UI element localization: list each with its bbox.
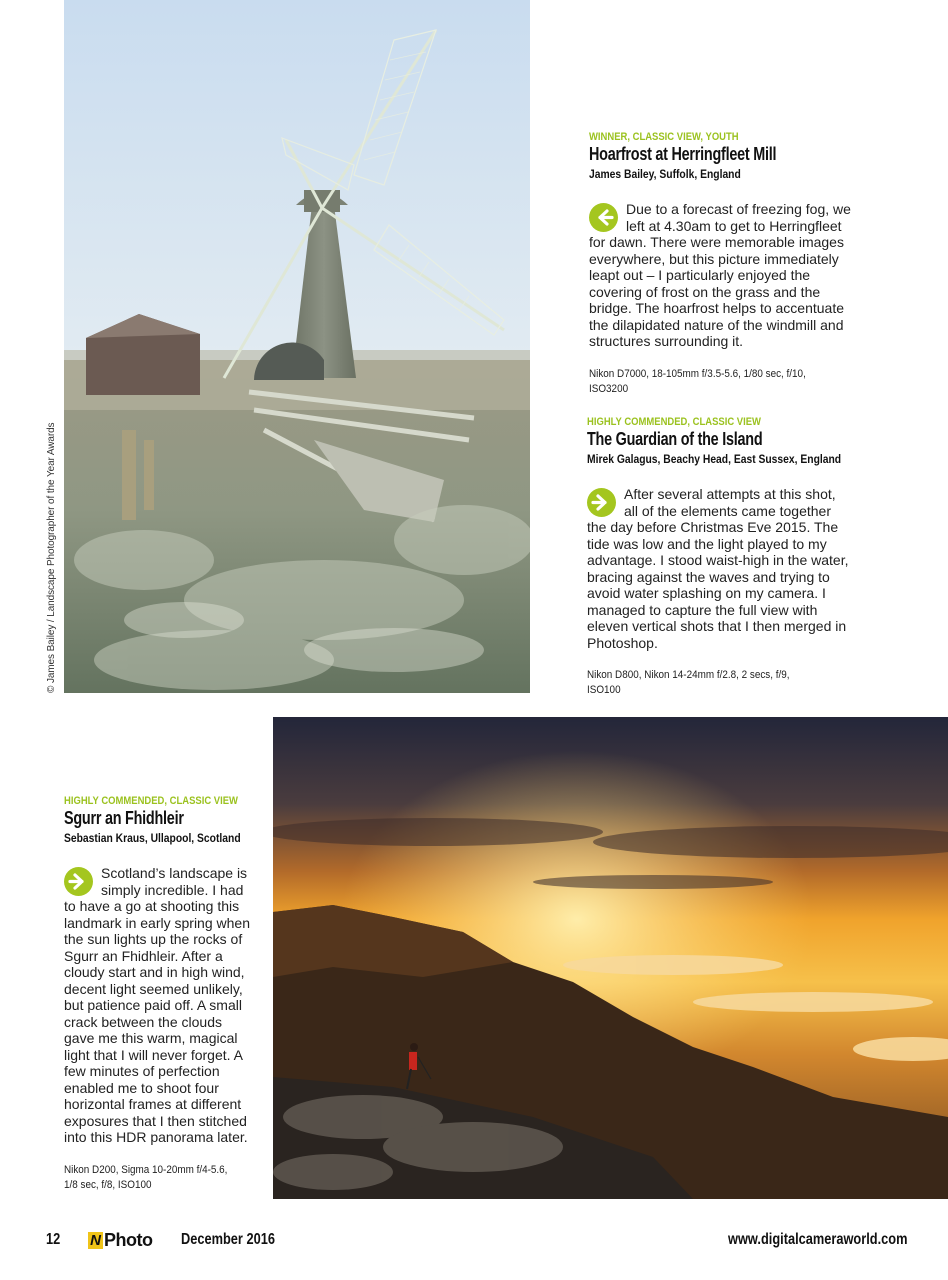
photo-credit: © James Bailey / Landscape Photographer of the Year Awards (46, 422, 57, 693)
camera-specs: Nikon D7000, 18-105mm f/3.5-5.6, 1/80 sec, f/10, ISO3200 (589, 367, 806, 395)
award-label: HIGHLY COMMENDED, CLASSIC VIEW (587, 416, 761, 428)
award-label: WINNER, CLASSIC VIEW, YOUTH (589, 131, 739, 143)
entry-body (589, 201, 851, 350)
camera-specs: Nikon D200, Sigma 10-20mm f/4-5.6, 1/8 sec, f/8, ISO100 (64, 1163, 228, 1191)
entry-body-text: After several attempts at this shot, all of the elements came together the day before Christmas Eve 2015. The tide was low and the light played to my advantage. I stood waist-high in the water, bracing against the waves and trying to avoid water splashing on my camera. I managed to capture the full view with eleven vertical shots that I then merged in Photoshop. (587, 486, 849, 651)
award-label: HIGHLY COMMENDED, CLASSIC VIEW (64, 795, 238, 807)
website-url: www.digitalcameraworld.com (728, 1231, 908, 1248)
entry-author: James Bailey, Suffolk, England (589, 167, 741, 181)
arrow-right-icon (64, 867, 93, 896)
entry-body (64, 865, 256, 1146)
arrow-right-icon (587, 488, 616, 517)
entry-title: Sgurr an Fhidhleir (64, 808, 184, 828)
windmill-photo (64, 0, 530, 693)
entry-guardian (587, 416, 849, 698)
logo-letter: N (88, 1232, 103, 1249)
entry-title: Hoarfrost at Herringfleet Mill (589, 144, 777, 164)
entry-author: Mirek Galagus, Beachy Head, East Sussex, England (587, 452, 842, 466)
issue-date: December 2016 (181, 1231, 275, 1248)
camera-specs: Nikon D800, Nikon 14-24mm f/2.8, 2 secs, f/9, ISO100 (587, 669, 790, 696)
magazine-logo (88, 1230, 153, 1250)
entry-sgurr (64, 795, 256, 1193)
entry-body (587, 486, 849, 651)
entry-body-text: Due to a forecast of freezing fog, we left at 4.30am to get to Herringfleet for dawn. There were memorable images everywhere, but this picture immediately leapt out – I particularly enjoyed the covering of frost on the grass and the bridge. The hoarfrost helps to accentuate the dilapidated nature of the windmill and structures surrounding it. (589, 201, 851, 349)
mountain-sunrise-photo (273, 717, 948, 1199)
entry-body-text: Scotland’s landscape is simply incredible. I had to have a go at shooting this landmark in early spring when the sun lights up the rocks of Sgurr an Fhidhleir. After a cloudy start and in high wind, decent light seemed unlikely, but patience paid off. A small crack between the clouds gave me this warm, magical light that I will never forget. A few minutes of perfection enabled me to shoot four horizontal frames at different exposures that I then stitched into this HDR panorama later. (64, 865, 250, 1145)
page-number: 12 (46, 1231, 61, 1248)
entry-title: The Guardian of the Island (587, 429, 763, 449)
logo-word: Photo (104, 1229, 153, 1250)
entry-hoarfrost (589, 131, 851, 397)
arrow-left-icon (589, 203, 618, 232)
entry-author: Sebastian Kraus, Ullapool, Scotland (64, 831, 241, 845)
